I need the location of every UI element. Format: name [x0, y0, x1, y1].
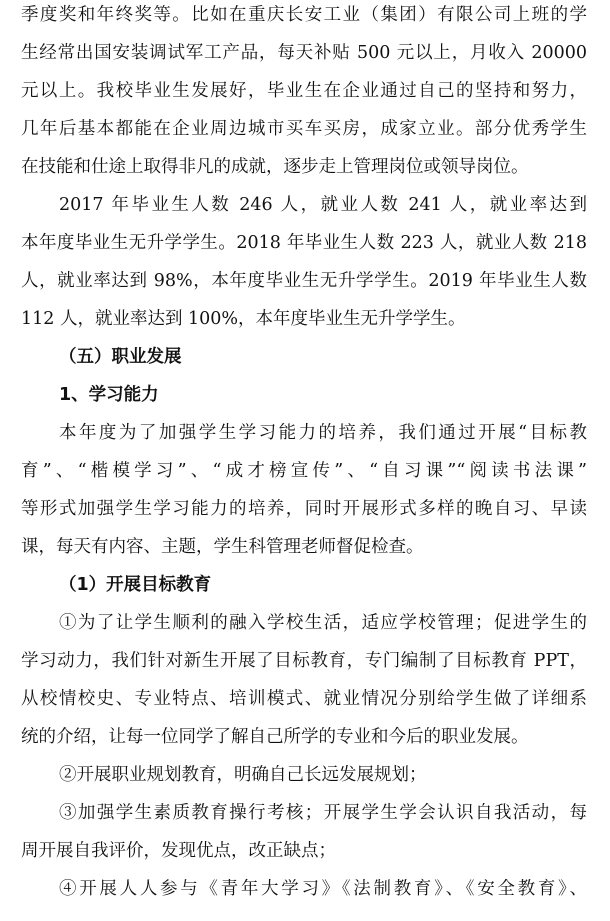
subsection-heading: 1、学习能力 — [59, 385, 159, 405]
paragraph-line: 在技能和仕途上取得非凡的成就，逐步走上管理岗位或领导岗位。 — [21, 157, 529, 177]
paragraph-line: 人，就业率达到 98%，本年度毕业生无升学学生。2019 年毕业生人数 — [21, 271, 587, 291]
paragraph-line: 育”、“楷模学习”、“成才榜宣传”、“自习课”“阅读书法课” — [21, 461, 587, 481]
paragraph-line: 从校情校史、专业特点、培训模式、就业情况分别给学生做了详细系 — [21, 689, 587, 709]
paragraph-line: 季度奖和年终奖等。比如在重庆长安工业（集团）有限公司上班的学 — [21, 5, 587, 25]
paragraph-line: 生经常出国安装调试军工产品，每天补贴 500 元以上，月收入 20000 — [21, 43, 587, 63]
paragraph-line: ④开展人人参与《青年大学习》《法制教育》、《安全教育》、 — [59, 879, 587, 899]
paragraph-line: ②开展职业规划教育，明确自己长远发展规划； — [59, 765, 427, 785]
paragraph-line: 2017 年毕业生人数 246 人，就业人数 241 人，就业率达到 — [59, 195, 587, 215]
paragraph-line: 等形式加强学生学习能力的培养，同时开展形式多样的晚自习、早读 — [21, 499, 587, 519]
paragraph-line: 元以上。我校毕业生发展好，毕业生在企业通过自己的坚持和努力， — [21, 81, 587, 101]
paragraph-line: 本年度毕业生无升学学生。2018 年毕业生人数 223 人，就业人数 218 — [21, 233, 587, 253]
paragraph-line: 几年后基本都能在企业周边城市买车买房，成家立业。部分优秀学生 — [21, 119, 587, 139]
paragraph-line: ①为了让学生顺利的融入学校生活，适应学校管理；促进学生的 — [59, 613, 587, 633]
paragraph-line: 课，每天有内容、主题，学生科管理老师督促检查。 — [21, 537, 424, 557]
paragraph-line: 统的介绍，让每一位同学了解自己所学的专业和今后的职业发展。 — [21, 727, 529, 747]
paragraph-line: ③加强学生素质教育操行考核；开展学生学会认识自我活动，每 — [59, 803, 587, 823]
section-heading: （五）职业发展 — [59, 347, 182, 367]
item-heading: （1）开展目标教育 — [59, 575, 212, 595]
paragraph-line: 本年度为了加强学生学习能力的培养，我们通过开展“目标教 — [59, 423, 587, 443]
paragraph-line: 学习动力，我们针对新生开展了目标教育，专门编制了目标教育 PPT， — [21, 651, 587, 671]
paragraph-line: 112 人，就业率达到 100%，本年度毕业生无升学学生。 — [21, 309, 466, 329]
paragraph-line: 周开展自我评价，发现优点，改正缺点； — [21, 841, 336, 861]
